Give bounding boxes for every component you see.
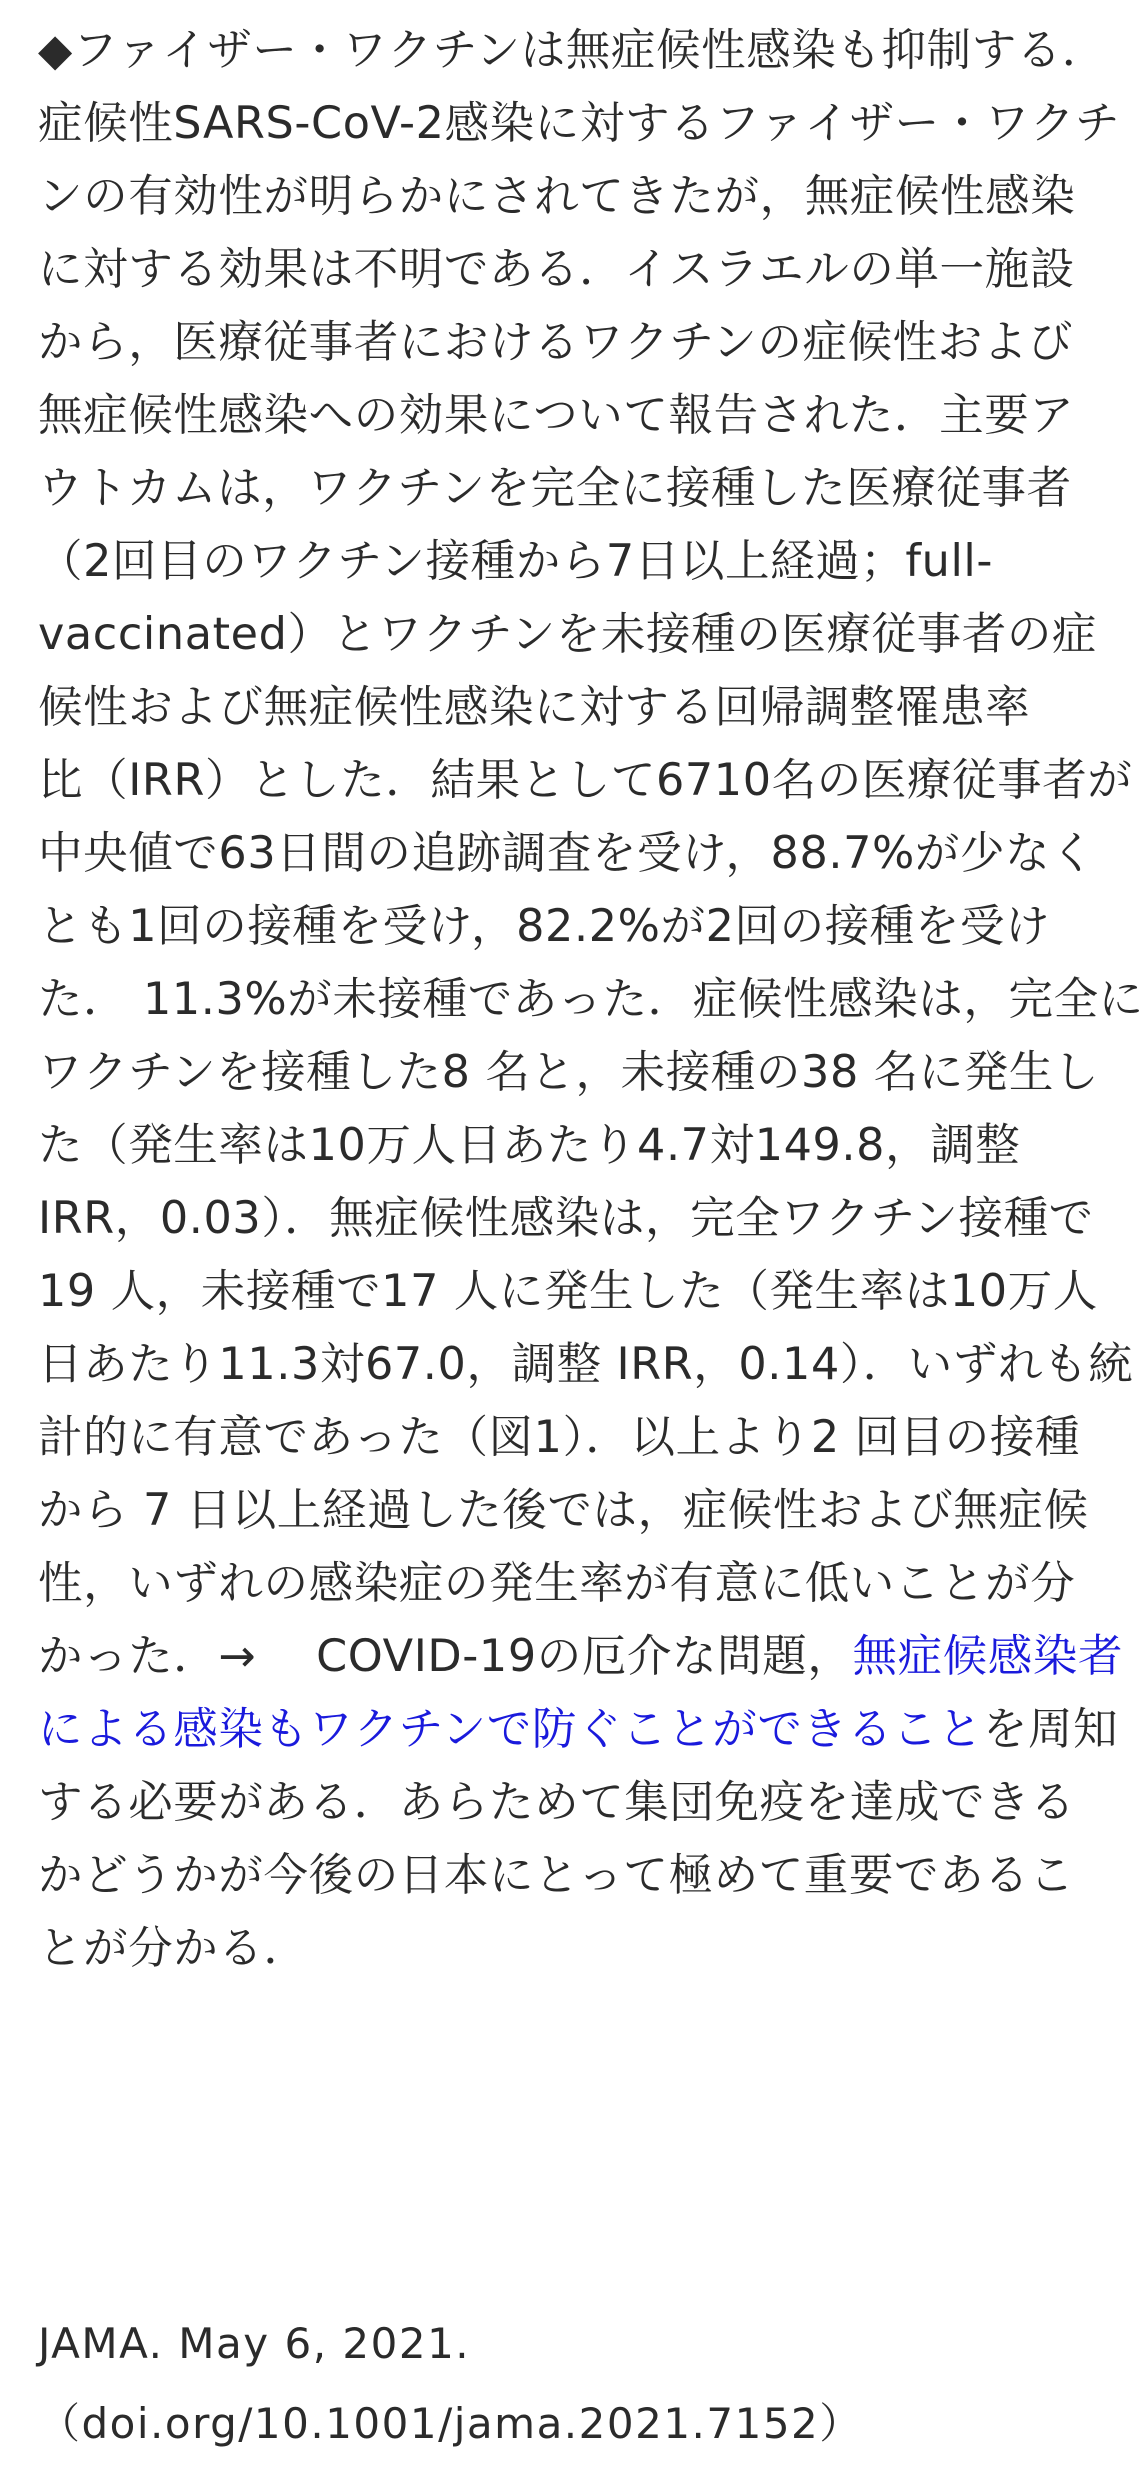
journal-line: JAMA. May 6, 2021. [38, 2319, 471, 2368]
highlight-link[interactable]: による感染もワクチンで防ぐことができること [38, 1704, 983, 1755]
text-line: から 7 日以上経過した後では，症候性および無症候 [38, 1485, 1089, 1536]
text-line: 無症候性感染への効果について報告された．主要ア [38, 390, 1075, 441]
text-line: に対する効果は不明である．イスラエルの単一施設 [38, 244, 1075, 295]
text-line: た（発生率は10万人日あたり4.7対149.8，調整 [38, 1120, 1021, 1171]
text-line: 19 人，未接種で17 人に発生した（発生率は10万人 [38, 1266, 1098, 1317]
text-line: ◆ファイザー・ワクチンは無症候性感染も抑制する． [38, 25, 1108, 76]
text-line: ワクチンを接種した8 名と，未接種の38 名に発生し [38, 1047, 1100, 1098]
text-line: IRR，0.03）．無症候性感染は，完全ワクチン接種で [38, 1193, 1094, 1244]
text-line: 性，いずれの感染症の発生率が有意に低いことが分 [38, 1558, 1076, 1609]
text-line: 日あたり11.3対67.0，調整 IRR，0.14）．いずれも統 [38, 1339, 1134, 1390]
text-line: ウトカムは，ワクチンを完全に接種した医療従事者 [38, 463, 1072, 514]
text-line: 症候性SARS-CoV-2感染に対するファイザー・ワクチ [38, 98, 1121, 149]
text-line: 比（IRR）とした．結果として6710名の医療従事者が [38, 755, 1133, 806]
doi-line: （doi.org/10.1001/jama.2021.7152） [38, 2399, 863, 2448]
source-citation [38, 2304, 863, 2464]
text-line: 候性および無症候性感染に対する回帰調整罹患率 [38, 682, 1031, 733]
highlight-link[interactable]: 無症候感染者 [852, 1631, 1124, 1682]
text-line [38, 1693, 1119, 1766]
text-segment: を周知 [982, 1704, 1119, 1755]
text-line: から，医療従事者におけるワクチンの症候性および [38, 317, 1074, 368]
text-line: とも1回の接種を受け，82.2%が2回の接種を受け [38, 901, 1051, 952]
text-line: とが分かる． [38, 1923, 309, 1974]
text-line: （2回目のワクチン接種から7日以上経過；full- [38, 536, 994, 587]
text-line: かどうかが今後の日本にとって極めて重要であるこ [38, 1850, 1075, 1901]
text-line: ンの有効性が明らかにされてきたが，無症候性感染 [38, 171, 1076, 222]
text-line: 計的に有意であった（図1）．以上より2 回目の接種 [38, 1412, 1081, 1463]
text-line [38, 1620, 1124, 1693]
text-line: する必要がある．あらためて集団免疫を達成できる [38, 1777, 1076, 1828]
text-line: 中央値で63日間の追跡調査を受け，88.7%が少なく [38, 828, 1096, 879]
article-body [38, 14, 1144, 1985]
text-line: た． 11.3%が未接種であった．症候性感染は，完全に [38, 974, 1144, 1025]
text-line: vaccinated）とワクチンを未接種の医療従事者の症 [38, 609, 1098, 660]
text-segment: かった．→ COVID-19の厄介な問題， [38, 1631, 853, 1682]
